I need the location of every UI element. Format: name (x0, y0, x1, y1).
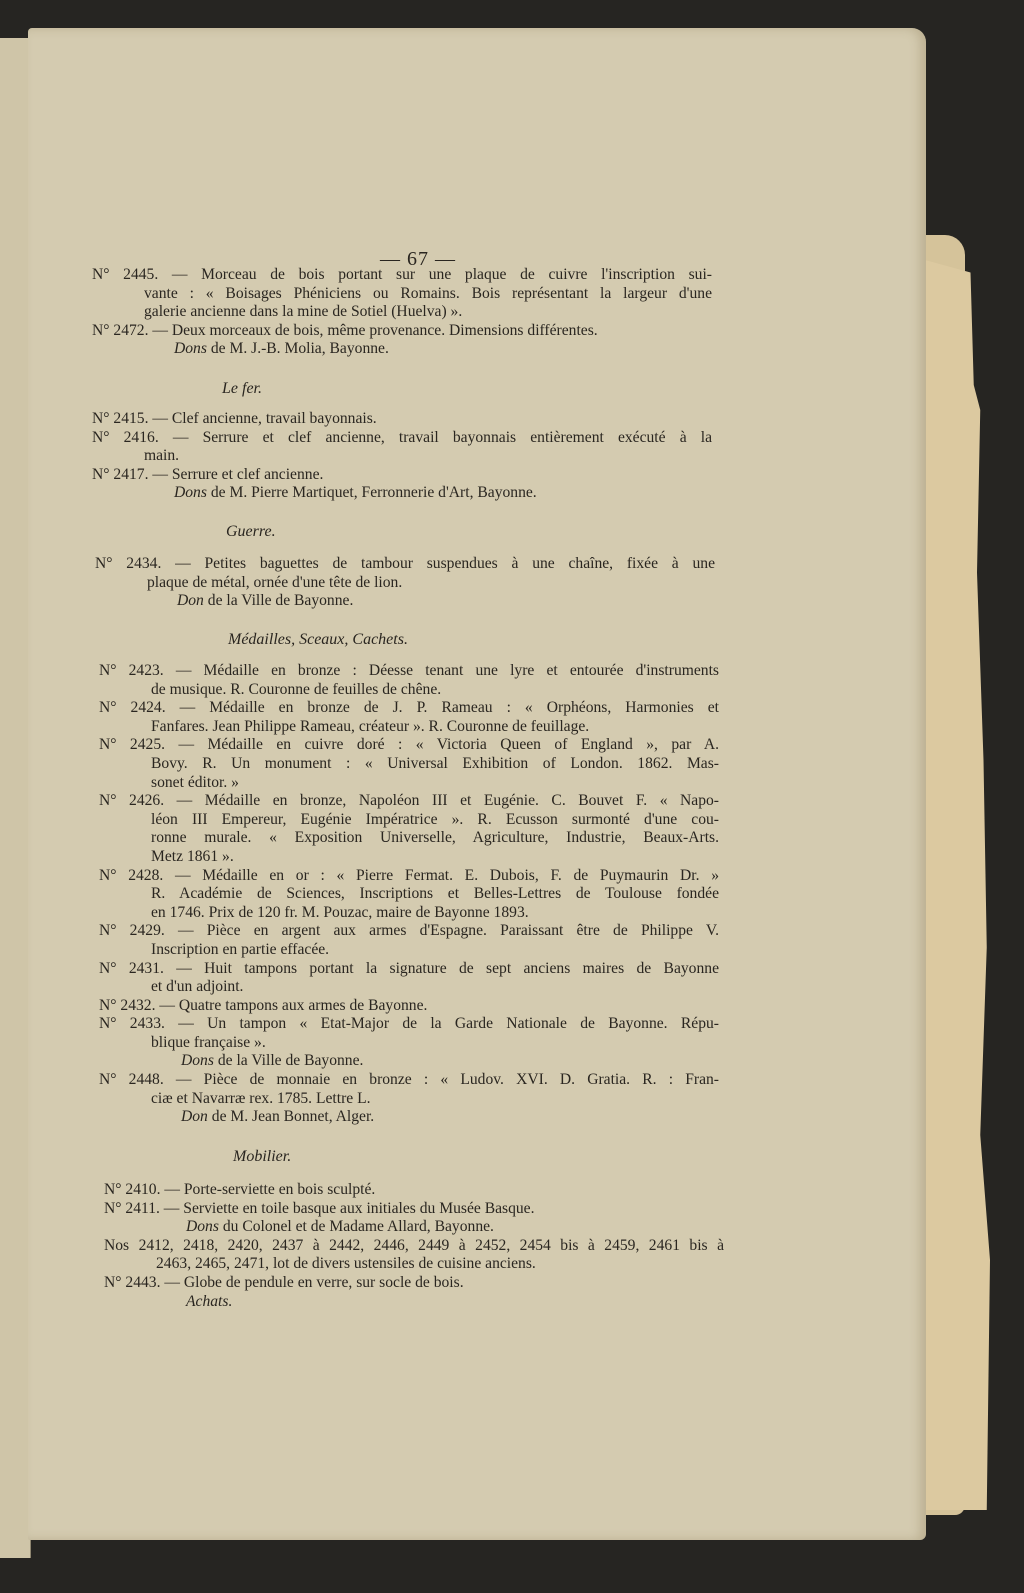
entry-continuation-line (147, 574, 715, 593)
entry-continuation-line (151, 848, 719, 867)
catalogue-entry (99, 736, 719, 792)
catalogue-entry (99, 1015, 719, 1052)
entry-text: N° 2443. — Globe de pendule en verre, sur socle de bois. (104, 1273, 464, 1291)
entry-first-line (92, 466, 712, 485)
entry-text: N° 2429. — Pièce en argent aux armes d'Espagne. Paraissant être de Philippe V. (99, 922, 719, 940)
entry-text: sonet éditor. » (151, 773, 239, 791)
entry-text: N° 2472. — Deux morceaux de bois, même provenance. Dimensions différentes. (92, 321, 598, 339)
document-page (28, 28, 926, 1540)
entry-text: main. (144, 447, 180, 465)
catalogue-entry (99, 1071, 719, 1108)
donor-type: Achats. (186, 1292, 233, 1310)
entry-text: N° 2445. — Morceau de bois portant sur une plaque de cuivre l'inscription sui- (92, 266, 712, 283)
entry-text: N° 2432. — Quatre tampons aux armes de Bayonne. (99, 996, 428, 1014)
entry-text: Inscription en partie effacée. (151, 940, 330, 958)
donor-type: Dons (174, 340, 207, 358)
donor-name: de M. Pierre Martiquet, Ferronnerie d'Art, Bayonne. (210, 484, 537, 502)
entry-first-line (99, 736, 719, 755)
entry-list (95, 555, 715, 611)
entry-first-line (99, 662, 719, 681)
entry-continuation-line (151, 718, 719, 737)
entry-first-line (99, 922, 719, 941)
entry-text: ciæ et Navarræ rex. 1785. Lettre L. (151, 1089, 371, 1107)
entry-continuation-line (151, 811, 719, 830)
entry-first-line (99, 997, 719, 1016)
entry-first-line (104, 1237, 724, 1256)
entry-text: N° 2425. — Médaille en cuivre doré : « Victoria Queen of England », par A. (99, 736, 719, 754)
entry-continuation-line (156, 1255, 724, 1274)
entry-text: N° 2426. — Médaille en bronze, Napoléon III et Eugénie. C. Bouvet F. « Napo- (99, 792, 719, 810)
donor-type: Dons (174, 484, 207, 502)
entry-continuation-line (151, 941, 719, 960)
entry-first-line (104, 1200, 724, 1219)
entry-continuation-line (151, 681, 719, 700)
donor-type: Don (177, 592, 204, 610)
entry-text: plaque de métal, ornée d'une tête de lion. (147, 573, 403, 591)
entry-text: Metz 1861 ». (151, 847, 234, 865)
entry-text: léon III Empereur, Eugénie Impératrice ». R. Ecusson surmonté d'une cou- (151, 810, 719, 828)
entry-text: de musique. R. Couronne de feuilles de chêne. (151, 680, 442, 698)
donor-line (174, 484, 712, 503)
entry-text: Nos 2412, 2418, 2420, 2437 à 2442, 2446, 2449 à 2452, 2454 bis à 2459, 2461 bis à (104, 1236, 724, 1254)
entry-text: N° 2416. — Serrure et clef ancienne, travail bayonnais entièrement exécuté à la (92, 428, 712, 446)
catalogue-entry (99, 867, 719, 923)
section-heading: Mobilier. (233, 1148, 292, 1165)
entry-first-line (95, 555, 715, 574)
entry-continuation-line (144, 447, 712, 466)
donor-type: Dons (181, 1052, 214, 1070)
entry-first-line (92, 410, 712, 429)
catalogue-entry (99, 997, 719, 1016)
catalogue-entry (99, 922, 719, 959)
entry-text: N° 2428. — Médaille en or : « Pierre Fermat. E. Dubois, F. de Puymaurin Dr. » (99, 866, 719, 884)
catalogue-entry (99, 960, 719, 997)
entry-text: 2463, 2465, 2471, lot de divers ustensiles de cuisine anciens. (156, 1255, 536, 1273)
entry-first-line (92, 266, 712, 285)
entry-continuation-line (151, 774, 719, 793)
entry-text: ronne murale. « Exposition Universelle, Agriculture, Industrie, Beaux-Arts. (151, 829, 719, 847)
catalogue-entry (92, 429, 712, 466)
catalogue-entry (104, 1237, 724, 1274)
donor-name: de M. Jean Bonnet, Alger. (211, 1108, 375, 1126)
entry-first-line (99, 867, 719, 886)
donor-name: de la Ville de Bayonne. (217, 1052, 364, 1070)
entry-text: N° 2431. — Huit tampons portant la signature de sept anciens maires de Bayonne (99, 959, 719, 977)
entry-text: vante : « Boisages Phéniciens ou Romains. Bois représentant la largeur d'une (144, 284, 712, 302)
entry-text: N° 2433. — Un tampon « Etat-Major de la Garde Nationale de Bayonne. Répu- (99, 1015, 719, 1033)
donor-type: Dons (186, 1218, 219, 1236)
entry-first-line (99, 792, 719, 811)
donor-line (174, 340, 712, 359)
entry-continuation-line (144, 285, 712, 304)
entry-text: N° 2410. — Porte-serviette en bois sculpté. (104, 1181, 376, 1198)
entry-first-line (104, 1181, 724, 1200)
entry-text: N° 2415. — Clef ancienne, travail bayonnais. (92, 410, 377, 427)
entry-continuation-line (151, 1034, 719, 1053)
entry-continuation-line (144, 303, 712, 322)
entry-first-line (92, 429, 712, 448)
entry-text: N° 2424. — Médaille en bronze de J. P. Rameau : « Orphéons, Harmonies et (99, 699, 719, 717)
entry-list (92, 266, 712, 359)
catalogue-entry (99, 662, 719, 699)
entry-list (99, 662, 719, 1127)
entry-first-line (92, 322, 712, 341)
entry-list (104, 1181, 724, 1311)
facing-page-edge (0, 38, 31, 1558)
entry-continuation-line (151, 829, 719, 848)
section-heading: Médailles, Sceaux, Cachets. (228, 631, 408, 648)
section-heading: Le fer. (222, 380, 262, 397)
entry-text: N° 2411. — Serviette en toile basque aux initiales du Musée Basque. (104, 1199, 535, 1217)
donor-line (186, 1293, 724, 1312)
entry-text: Fanfares. Jean Philippe Rameau, créateur ». R. Couronne de feuillage. (151, 717, 590, 735)
catalogue-entry (99, 699, 719, 736)
catalogue-entry (92, 266, 712, 322)
donor-name: de M. J.-B. Molia, Bayonne. (210, 340, 389, 358)
entry-text: blique française ». (151, 1033, 266, 1051)
entry-continuation-line (151, 978, 719, 997)
entry-continuation-line (151, 904, 719, 923)
torn-page-edges (925, 260, 990, 1510)
entry-text: Bovy. R. Un monument : « Universal Exhibition of London. 1862. Mas- (151, 754, 719, 772)
donor-name: du Colonel et de Madame Allard, Bayonne. (222, 1218, 494, 1236)
entry-first-line (99, 699, 719, 718)
entry-text: galerie ancienne dans la mine de Sotiel (Huelva) ». (144, 303, 463, 321)
entry-text: N° 2423. — Médaille en bronze : Déesse tenant une lyre et entourée d'instruments (99, 662, 719, 679)
section-heading: Guerre. (226, 523, 276, 540)
catalogue-entry (104, 1181, 724, 1200)
entry-text: N° 2434. — Petites baguettes de tambour suspendues à une chaîne, fixée à une (95, 555, 715, 572)
donor-line (181, 1108, 719, 1127)
donor-type: Don (181, 1108, 208, 1126)
entry-text: N° 2448. — Pièce de monnaie en bronze : « Ludov. XVI. D. Gratia. R. : Fran- (99, 1071, 719, 1089)
donor-line (181, 1052, 719, 1071)
entry-first-line (99, 960, 719, 979)
entry-first-line (99, 1015, 719, 1034)
catalogue-entry (104, 1200, 724, 1219)
entry-text: et d'un adjoint. (151, 978, 244, 996)
catalogue-entry (92, 322, 712, 341)
entry-first-line (104, 1274, 724, 1293)
entry-continuation-line (151, 885, 719, 904)
entry-text: N° 2417. — Serrure et clef ancienne. (92, 465, 324, 483)
entry-text: R. Académie de Sciences, Inscriptions et Belles-Lettres de Toulouse fondée (151, 885, 719, 903)
entry-first-line (99, 1071, 719, 1090)
donor-line (177, 592, 715, 611)
donor-name: de la Ville de Bayonne. (207, 592, 354, 610)
catalogue-entry (92, 466, 712, 485)
entry-continuation-line (151, 1090, 719, 1109)
entry-text: en 1746. Prix de 120 fr. M. Pouzac, maire de Bayonne 1893. (151, 903, 529, 921)
catalogue-entry (104, 1274, 724, 1293)
entry-list (92, 410, 712, 503)
donor-line (186, 1218, 724, 1237)
page-number: — 67 — (380, 248, 456, 270)
entry-continuation-line (151, 755, 719, 774)
catalogue-entry (92, 410, 712, 429)
catalogue-entry (95, 555, 715, 592)
catalogue-entry (99, 792, 719, 866)
